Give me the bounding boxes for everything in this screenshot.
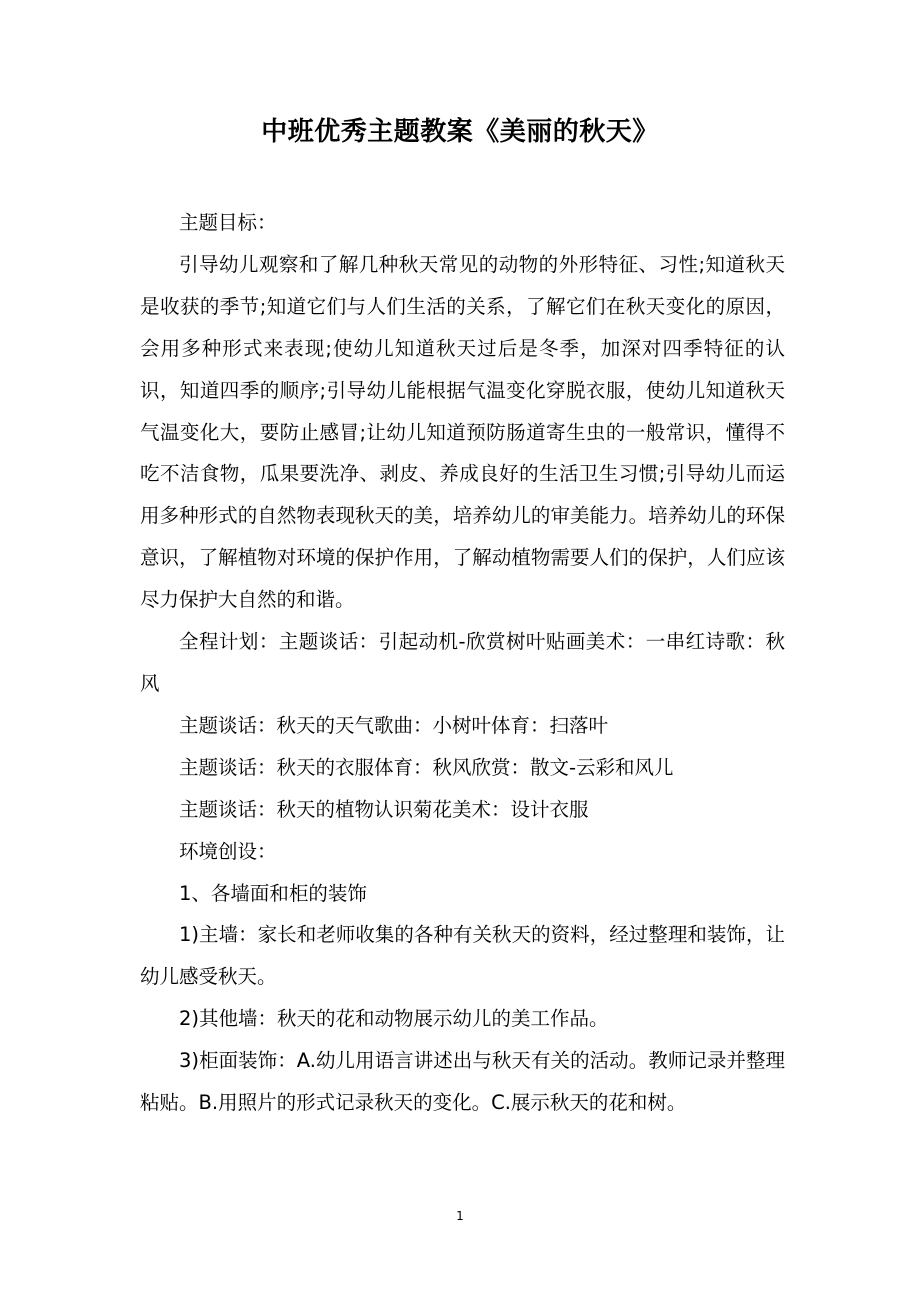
paragraph-goals: 引导幼儿观察和了解几种秋天常见的动物的外形特征、习性;知道秋天是收获的季节;知道它们与人们生活的关系，了解它们在秋天变化的原因，会用多种形式来表现;使幼儿知道秋天过后是冬季，加深对四季特征的认识，知道四季的顺序;引导幼儿能根据气温变化穿脱衣服，使幼儿知道秋天气温变化大，要防止感冒;让幼儿知道预防肠道寄生虫的一般常识，懂得不吃不洁食物，瓜果要洗净、剥皮、养成良好的生活卫生习惯;引导幼儿而运用多种形式的自然物表现秋天的美，培养幼儿的审美能力。培养幼儿的环保意识，了解植物对环境的保护作用，了解动植物需要人们的保护，人们应该尽力保护大自然的和谐。 [140, 252, 785, 612]
page-number: 1 [456, 1209, 464, 1223]
paragraph-plan-plants: 主题谈话：秋天的植物认识菊花美术：设计衣服 [179, 797, 589, 821]
paragraph-plan: 全程计划：主题谈话：引起动机-欣赏树叶贴画美术：一串红诗歌：秋风 [140, 630, 785, 695]
paragraph-plan-weather: 主题谈话：秋天的天气歌曲：小树叶体育：扫落叶 [179, 713, 609, 737]
document-title: 中班优秀主题教案《美丽的秋天》 [261, 117, 659, 147]
paragraph-main-wall: 1)主墙：家长和老师收集的各种有关秋天的资料，经过整理和装饰，让幼儿感受秋天。 [140, 923, 785, 989]
paragraph-plan-clothes: 主题谈话：秋天的衣服体育：秋风欣赏：散文-云彩和风儿 [179, 755, 674, 779]
paragraph-decoration-heading: 1、各墙面和柜的装饰 [179, 881, 367, 905]
paragraph-goals-heading: 主题目标： [179, 211, 277, 234]
paragraph-environment-heading: 环境创设： [179, 839, 277, 863]
paragraph-other-wall: 2)其他墙：秋天的花和动物展示幼儿的美工作品。 [179, 1007, 609, 1031]
document-body [140, 202, 785, 1124]
paragraph-cabinet: 3)柜面装饰：A.幼儿用语言讲述出与秋天有关的活动。教师记录并整理粘贴。B.用照片的形式记录秋天的变化。C.展示秋天的花和树。 [140, 1049, 785, 1115]
